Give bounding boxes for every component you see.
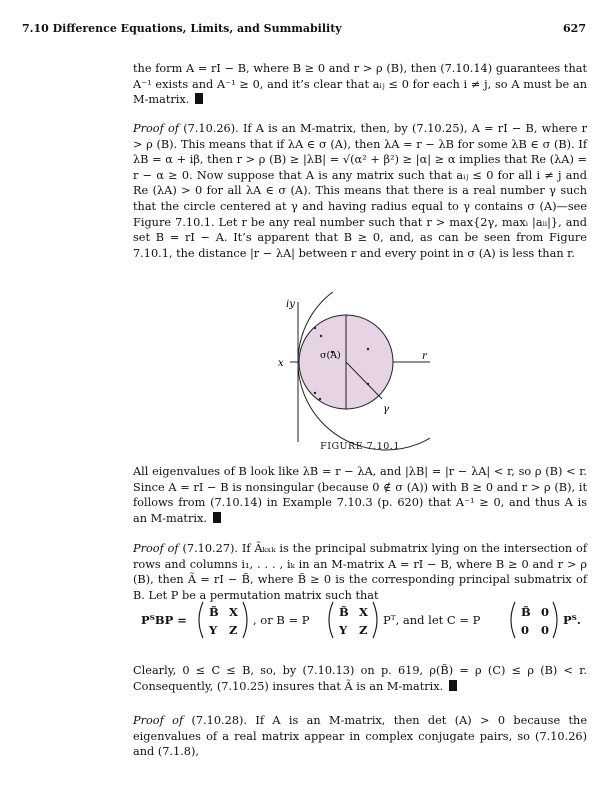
m2-x: X — [359, 605, 368, 619]
proof-7-10-28 — [133, 713, 587, 760]
proof-ref: (7.10.26). — [183, 122, 239, 135]
proof-text: If Ãₖₓₖ is the principal submatrix lying on the intersection of rows and columns i₁, . . . , iₖ in an M-matrix A = rI − B, where B ≥ 0 and r > ρ (B), then Ã = rI − B̃, where B̃ ≥ 0 is the corresponding principal submatrix of B. Let P be a permutation matrix such that — [133, 542, 588, 602]
proof-label: Proof of — [133, 122, 179, 135]
equation-svg — [133, 598, 587, 642]
qed-square-icon — [213, 512, 221, 523]
gamma-label: γ — [383, 404, 389, 415]
m1-z: Z — [229, 623, 238, 637]
proof-ref: (7.10.27). — [182, 542, 239, 555]
paragraph-2 — [133, 464, 587, 526]
m3-0b: 0 — [521, 623, 530, 637]
m3-0a: 0 — [541, 605, 550, 619]
figure-caption: FIGURE 7.10.1 — [320, 441, 400, 452]
m1-x: X — [229, 605, 238, 619]
qed-square-icon — [195, 93, 203, 104]
eq-tail: Pᵀ. — [563, 613, 581, 627]
m1-y: Y — [209, 623, 218, 637]
qed-square-icon — [449, 680, 457, 691]
spectrum-label: σ(A) — [320, 350, 341, 361]
paragraph-2-text: All eigenvalues of B look like λB = r − λA, and |λB| = |r − λA| < r, so ρ (B) < r. Since A = rI − B is nonsingular (because 0 ∉ σ (A)) with B ≥ 0 and r > ρ (B), it follows from (7.10.14) in Example 7.10.3 (p. 620) that A⁻¹ ≥ 0, and thus A is an M-matrix. — [133, 465, 587, 525]
proof-text: If A is an M-matrix, then det (A) > 0 because the eigenvalues of a real matrix appear in complex conjugate pairs, so (7.10.26) and (7.1.8), — [133, 714, 588, 759]
figure-svg — [260, 292, 430, 452]
real-axis-label: x — [278, 358, 284, 369]
m1-b: B̃ — [209, 605, 219, 619]
paragraph-1 — [133, 61, 587, 108]
proof-text: If A is an M-matrix, then, by (7.10.25), A = rI − B, where r > ρ (B). This means that if λA ∈ σ (A), then λA = r − λB for some λB ∈ σ (B). If λB = α + iβ, then r > ρ (B) ≥ |λB| = √(α² + β²) ≥ |α| ≥ α implies that Re (λA) = r − α ≥ 0. Now suppose that A is any matrix such that aᵢⱼ ≤ 0 for all i ≠ j and Re (λA) > 0 for all λA ∈ σ (A). This means that there is a real number γ such that the circle centered at γ and having radius equal to γ contains σ (A)—see Figure 7.10.1. Let r be any real number such that r > max{2γ, maxᵢ |aᵢᵢ|}, and set B = rI − A. It’s apparent that B ≥ 0, and, as can be seen from Figure 7.10.1, the distance |r − λA| between r and every point in σ (A) is less than r. — [133, 122, 588, 260]
proof-ref: (7.10.28). — [191, 714, 248, 727]
imag-axis-label: iy — [286, 299, 295, 310]
page-number: 627 — [563, 22, 586, 35]
paragraph-1-text: the form A = rI − B, where B ≥ 0 and r > ρ (B), then (7.10.14) guarantees that A⁻¹ exists and A⁻¹ ≥ 0, and it’s clear that aᵢⱼ ≤ 0 for each i ≠ j, so A must be an M-matrix. — [133, 62, 587, 107]
proof-label: Proof of — [133, 542, 179, 555]
running-header-section: 7.10 Difference Equations, Limits, and Summability — [22, 22, 342, 35]
eq-lhs: PᵀBP = — [141, 613, 187, 627]
proof-label: Proof of — [133, 714, 184, 727]
m3-b: B̃ — [521, 605, 531, 619]
paragraph-3-text: Clearly, 0 ≤ C ≤ B, so, by (7.10.13) on p. 619, ρ(B̃) = ρ (C) ≤ ρ (B) < r. Consequently, (7.10.25) insures that Ã is an M-matrix. — [133, 664, 587, 693]
proof-7-10-27 — [133, 541, 587, 603]
proof-7-10-26 — [133, 121, 587, 261]
m2-b: B̃ — [339, 605, 349, 619]
paragraph-3 — [133, 663, 587, 694]
block-matrix-equation — [133, 598, 587, 642]
m3-0c: 0 — [541, 623, 550, 637]
figure-7-10-1 — [260, 292, 430, 452]
eq-mid-1: , or B = P — [253, 613, 310, 627]
r-label: r — [422, 351, 427, 362]
m2-z: Z — [359, 623, 368, 637]
m2-y: Y — [339, 623, 348, 637]
eq-mid-2: Pᵀ, and let C = P — [383, 613, 481, 627]
